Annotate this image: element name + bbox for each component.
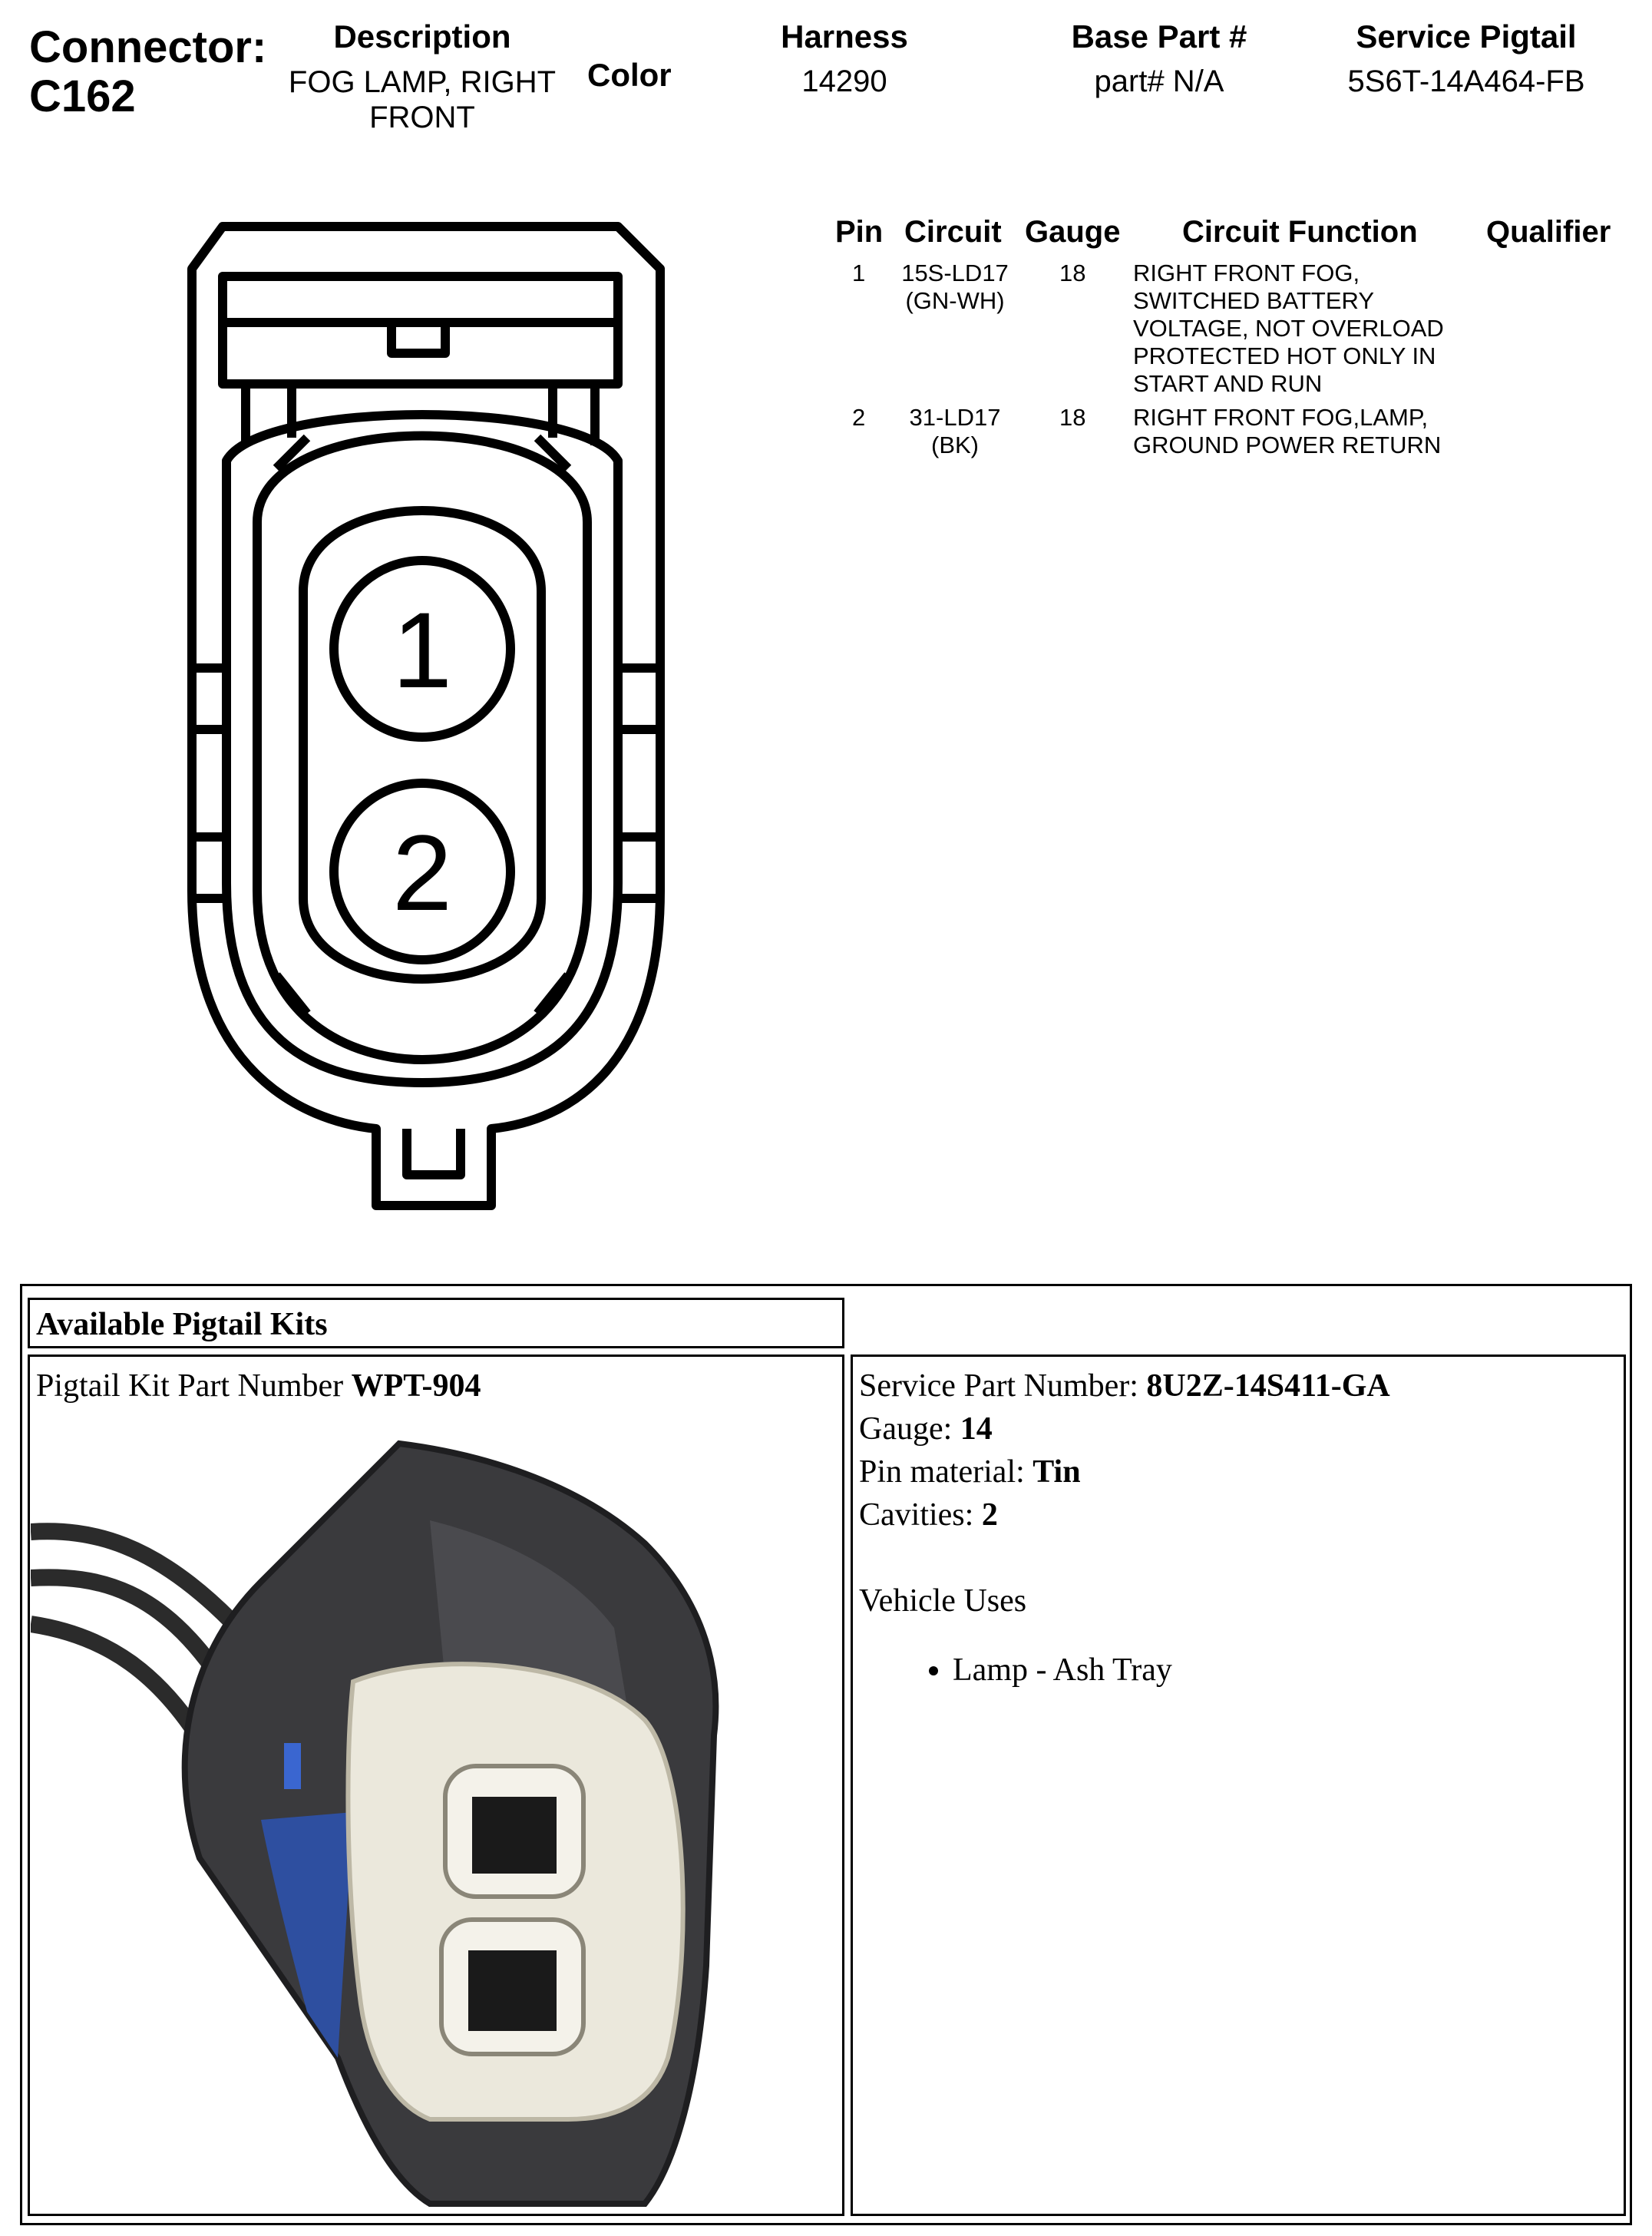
row-1-gauge: 18 [1059, 260, 1086, 286]
kit-number-label: Pigtail Kit Part Number [36, 1368, 352, 1404]
vehicle-uses-heading: Vehicle Uses [859, 1583, 1027, 1619]
row-1-circuit: 15S-LD17 (GN-WH) [901, 260, 1009, 314]
col-pin-header: Pin [835, 215, 884, 249]
vehicle-use-item: • Lamp - Ash Tray [953, 1649, 1617, 1692]
connector-id: C162 [29, 71, 136, 121]
pigtail-connector-photo [31, 1428, 837, 2211]
description-value: FOG LAMP, RIGHT FRONT [288, 65, 557, 134]
pigtail-spec-cell [851, 1354, 1626, 2216]
col-gauge-header: Gauge [1025, 215, 1121, 249]
gauge-row [859, 1407, 1617, 1450]
pin-material-value: Tin [1032, 1454, 1081, 1490]
row-2-circuit: 31-LD17 (BK) [909, 404, 1001, 458]
harness-header: Harness [781, 18, 908, 55]
color-header: Color [587, 57, 672, 93]
gauge-value: 14 [960, 1411, 993, 1447]
service-pigtail-value: 5S6T-14A464-FB [1347, 64, 1585, 98]
col-circuit-header: Circuit [904, 215, 1002, 249]
pin-material-label: Pin material: [859, 1454, 1033, 1490]
description-header: Description [333, 18, 511, 55]
service-part-value: 8U2Z-14S411-GA [1146, 1368, 1390, 1404]
row-2-gauge: 18 [1059, 404, 1086, 431]
row-1-function: RIGHT FRONT FOG, SWITCHED BATTERY VOLTAGE, NOT OVERLOAD PROTECTED HOT ONLY IN START AND RUN [1133, 260, 1444, 397]
pin-2-number: 2 [392, 812, 452, 933]
cavities-row [859, 1493, 1617, 1536]
connector-label: Connector: [29, 22, 267, 72]
col-qualifier-header: Qualifier [1486, 215, 1611, 249]
gauge-label: Gauge: [859, 1411, 960, 1447]
base-part-header: Base Part # [1071, 18, 1247, 55]
pigtail-section-title: Available Pigtail Kits [36, 1307, 328, 1342]
vehicle-uses-list [859, 1649, 1617, 1692]
pin-1-number: 1 [392, 590, 452, 710]
row-2-pin: 2 [852, 404, 866, 431]
pigtail-section-title-cell [28, 1298, 844, 1348]
row-1-pin: 1 [852, 260, 866, 286]
col-function-header: Circuit Function [1182, 215, 1418, 249]
service-pigtail-header: Service Pigtail [1356, 18, 1577, 55]
base-part-value: part# N/A [1094, 64, 1224, 98]
connector-title [29, 23, 266, 121]
row-2-function: RIGHT FRONT FOG,LAMP, GROUND POWER RETURN [1133, 404, 1442, 458]
cavities-label: Cavities: [859, 1497, 982, 1533]
kit-number-value: WPT-904 [351, 1368, 481, 1404]
harness-value: 14290 [801, 64, 887, 98]
cavities-value: 2 [981, 1497, 998, 1533]
service-part-row [859, 1364, 1617, 1407]
connector-face-diagram [169, 207, 691, 1236]
pin-material-row [859, 1450, 1617, 1493]
connector-latch [223, 276, 618, 384]
service-part-label: Service Part Number: [859, 1368, 1147, 1404]
